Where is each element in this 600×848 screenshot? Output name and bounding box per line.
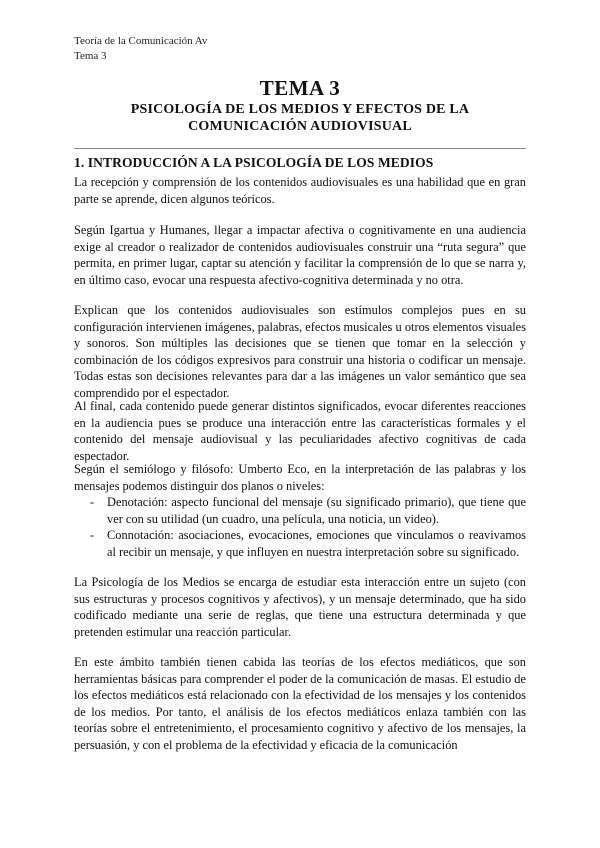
paragraph-2: Según Igartua y Humanes, llegar a impactar afectiva o cognitivamente en una audiencia exige al creador o realizador de contenidos audiovisuales construir una “ruta segura” que permita, en primer lugar, captar su atención y facilitar la comprensión de lo que se narra y, en último caso, evocar una respuesta afectivo-cognitiva determinada y no otra. — [74, 223, 526, 287]
paragraph-3: Explican que los contenidos audiovisuales son estímulos complejos pues en su configuración intervienen imágenes, palabras, efectos musicales u otros elementos visuales y sonoros. Son múltiples las decisiones que se tienen que tomar en la selección y combinación de los códigos expresivos para construir una historia o codificar un mensaje. Todas estas son decisiones relevantes para dar a las imágenes un valor semántico que sea comprendido por el espectador. — [74, 303, 526, 400]
paragraph-6: La Psicología de los Medios se encarga de estudiar esta interacción entre un sujeto (con sus estructuras y procesos cognitivos y afectivos), y un mensaje determinado, que ha sido codificado mediante una serie de reglas, que tiene una estructura determinada y que pretenden estimular una reacción particular. — [74, 575, 526, 639]
paragraph-1: La recepción y comprensión de los contenidos audiovisuales es una habilidad que en gran parte se aprende, dicen algunos teóricos. — [74, 175, 526, 206]
running-header — [74, 34, 207, 64]
title-divider — [74, 148, 526, 149]
list-item-denotacion: Denotación: aspecto funcional del mensaje (su significado primario), que tiene que ver con su utilidad (un cuadro, una película, una noticia, un video). — [107, 495, 526, 526]
list-bullet-1: - — [90, 495, 95, 509]
page-title: TEMA 3 — [259, 76, 341, 100]
list-bullet-2: - — [90, 528, 95, 542]
header-course: Teoría de la Comunicación Av — [74, 35, 208, 47]
section-heading: 1. INTRODUCCIÓN A LA PSICOLOGÍA DE LOS MEDIOS — [74, 155, 434, 170]
header-unit: Tema 3 — [74, 50, 107, 62]
list-item-connotacion: Connotación: asociaciones, evocaciones, emociones que vinculamos o reavivamos al recibir un mensaje, y que influyen en nuestra interpretación sobre su significado. — [107, 528, 526, 559]
page-subtitle: PSICOLOGÍA DE LOS MEDIOS Y EFECTOS DE LA COMUNICACIÓN AUDIOVISUAL — [130, 102, 470, 134]
paragraph-5: Según el semiólogo y filósofo: Umberto Eco, en la interpretación de las palabras y los mensajes podemos distinguir dos planos o niveles: — [74, 462, 526, 493]
paragraph-4: Al final, cada contenido puede generar distintos significados, evocar diferentes reacciones en la audiencia pues se produce una interacción entre las características formales y el contenido del mensaje audiovisual y las peculiaridades afectivo cognitivas de cada espectador. — [74, 399, 526, 463]
paragraph-7: En este ámbito también tienen cabida las teorías de los efectos mediáticos, que son herramientas básicas para comprender el poder de la comunicación de masas. El estudio de los efectos mediáticos está relacionado con la efectividad de los mensajes y los contenidos de los medios. Por tanto, el análisis de los efectos mediáticos enlaza también con las teorías sobre el entretenimiento, el procesamiento cognitivo y afectivo de los mensajes, la persuasión, y con el problema de la efectividad y eficacia de la comunicación — [74, 655, 526, 752]
